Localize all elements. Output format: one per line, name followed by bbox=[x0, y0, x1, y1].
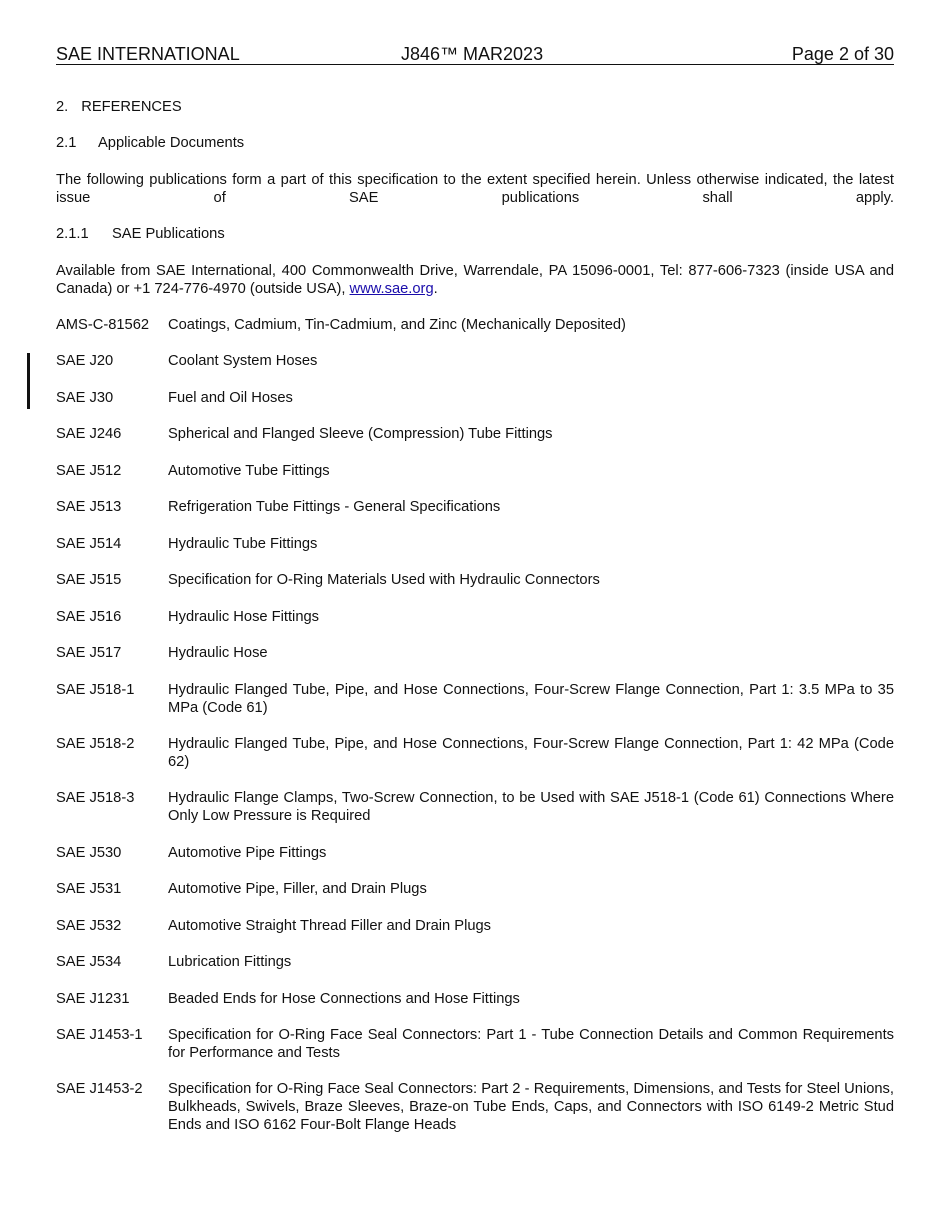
reference-code: AMS-C-81562 bbox=[56, 317, 150, 333]
reference-title: Hydraulic Hose Fittings bbox=[168, 609, 320, 625]
reference-code: SAE J516 bbox=[56, 609, 122, 625]
reference-title: Lubrication Fittings bbox=[168, 954, 292, 970]
reference-title: Refrigeration Tube Fittings - General Specifications bbox=[168, 499, 501, 515]
reference-title: Coatings, Cadmium, Tin-Cadmium, and Zinc (Mechanically Deposited) bbox=[168, 317, 626, 333]
reference-title: Specification for O-Ring Face Seal Connectors: Part 1 - Tube Connection Details and Common Requirements for Performance and Tests bbox=[168, 1027, 894, 1061]
reference-code: SAE J512 bbox=[56, 463, 122, 479]
availability-suffix: . bbox=[433, 281, 438, 297]
reference-title: Specification for O-Ring Face Seal Connectors: Part 2 - Requirements, Dimensions, and Tests for Steel Unions, Bulkheads, Swivels, Braze Sleeves, Braze-on Tube Ends, Caps, and Connectors with ISO 6149-2 Metric Stud Ends and ISO 6162 Four-Bolt Flange Heads bbox=[168, 1081, 894, 1133]
reference-title: Hydraulic Flanged Tube, Pipe, and Hose Connections, Four-Screw Flange Connection, Part 1: 3.5 MPa to 35 MPa (Code 61) bbox=[168, 682, 894, 716]
reference-title: Hydraulic Flanged Tube, Pipe, and Hose Connections, Four-Screw Flange Connection, Part 1: 42 MPa (Code 62) bbox=[168, 736, 894, 770]
availability-paragraph bbox=[56, 262, 894, 298]
reference-title: Fuel and Oil Hoses bbox=[168, 390, 293, 406]
subsection-title: Applicable Documents bbox=[98, 135, 245, 151]
reference-title: Coolant System Hoses bbox=[168, 353, 318, 369]
subsection-heading bbox=[56, 134, 76, 152]
reference-code: SAE J513 bbox=[56, 499, 122, 515]
reference-title: Hydraulic Hose bbox=[168, 645, 268, 661]
reference-code: SAE J20 bbox=[56, 353, 114, 369]
applicability-paragraph: The following publications form a part of this specification to the extent specified herein. Unless otherwise indicated, the latest issue of SAE publications shall apply. bbox=[56, 172, 894, 206]
section-number: 2. bbox=[56, 99, 69, 115]
reference-title: Hydraulic Tube Fittings bbox=[168, 536, 318, 552]
reference-title: Hydraulic Flange Clamps, Two-Screw Connection, to be Used with SAE J518-1 (Code 61) Connections Where Only Low Pressure is Required bbox=[168, 790, 894, 824]
reference-code: SAE J532 bbox=[56, 918, 122, 934]
reference-title: Automotive Pipe Fittings bbox=[168, 845, 327, 861]
reference-title: Spherical and Flanged Sleeve (Compression) Tube Fittings bbox=[168, 426, 553, 442]
reference-code: SAE J531 bbox=[56, 881, 122, 897]
reference-code: SAE J246 bbox=[56, 426, 122, 442]
section-heading bbox=[56, 98, 182, 116]
subsubsection-title: SAE Publications bbox=[112, 226, 225, 242]
header-organization: SAE INTERNATIONAL bbox=[56, 44, 240, 64]
reference-title: Beaded Ends for Hose Connections and Hose Fittings bbox=[168, 991, 520, 1007]
reference-title: Automotive Tube Fittings bbox=[168, 463, 330, 479]
reference-code: SAE J514 bbox=[56, 536, 122, 552]
reference-code: SAE J1453-2 bbox=[56, 1081, 143, 1097]
section-title: REFERENCES bbox=[81, 99, 182, 115]
reference-code: SAE J530 bbox=[56, 845, 122, 861]
subsection-number: 2.1 bbox=[56, 135, 77, 151]
reference-title: Automotive Straight Thread Filler and Drain Plugs bbox=[168, 918, 492, 934]
reference-code: SAE J518-1 bbox=[56, 682, 135, 698]
header-document-id: J846™ MAR2023 bbox=[401, 44, 544, 64]
subsubsection-number: 2.1.1 bbox=[56, 226, 89, 242]
reference-code: SAE J534 bbox=[56, 954, 122, 970]
page-header bbox=[56, 44, 894, 65]
reference-code: SAE J30 bbox=[56, 390, 114, 406]
reference-code: SAE J515 bbox=[56, 572, 122, 588]
reference-code: SAE J1453-1 bbox=[56, 1027, 143, 1043]
availability-text: Available from SAE International, 400 Commonwealth Drive, Warrendale, PA 15096-0001, Tel: 877-606-7323 (inside USA and Canada) or +1 724-776-4970 (outside USA), bbox=[56, 263, 894, 297]
reference-code: SAE J517 bbox=[56, 645, 122, 661]
revision-change-bar bbox=[27, 353, 30, 409]
reference-title: Specification for O-Ring Materials Used with Hydraulic Connectors bbox=[168, 572, 600, 588]
reference-title: Automotive Pipe, Filler, and Drain Plugs bbox=[168, 881, 427, 897]
header-page-number: Page 2 of 30 bbox=[791, 44, 894, 64]
reference-code: SAE J1231 bbox=[56, 991, 130, 1007]
reference-code: SAE J518-2 bbox=[56, 736, 135, 752]
sae-website-link[interactable]: www.sae.org bbox=[349, 281, 434, 297]
reference-code: SAE J518-3 bbox=[56, 790, 135, 806]
